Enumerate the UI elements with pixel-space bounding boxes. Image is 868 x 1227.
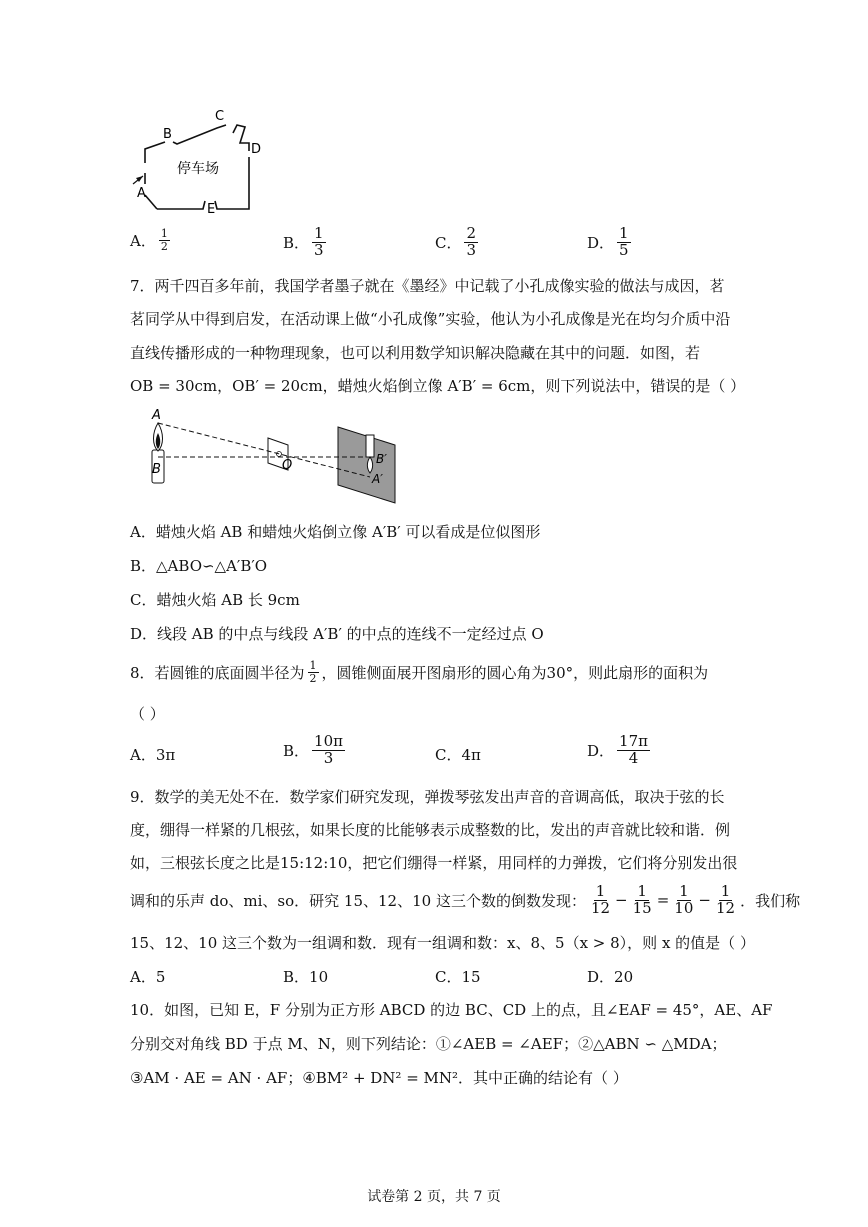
q10-line-1: 10．如图，已知 E，F 分别为正方形 ABCD 的边 BC、CD 上的点，且∠EAF = 45°，AE、AF (130, 1001, 773, 1019)
q9-option-value: 5 (155, 967, 166, 986)
q8-stem-pre: 8．若圆锥的底面圆半径为 (130, 663, 305, 682)
q9-option-value: 10 (309, 967, 329, 986)
label-B-candle: B (152, 462, 161, 477)
q10-line-2: 分别交对角线 BD 于点 M、N，则下列结论：①∠AEB = ∠AEF；②△ABN ∽ △MDA； (130, 1035, 727, 1053)
fraction-numerator: 1 (314, 224, 324, 242)
q9-line-4-pre: 调和的乐声 do、mi、so．研究 15、12、10 这三个数的倒数发现： (130, 891, 586, 910)
q9-option-label: B． (283, 968, 310, 986)
fraction-numerator: 1 (595, 882, 606, 900)
q8-stem-post: ，圆锥侧面展开图扇形的圆心角为30°，则此扇形的面积为 (321, 663, 709, 682)
q9-line-5: 15、12、10 这三个数为一组调和数．现有一组调和数：x、8、5（x > 8），则 x 的值是（ ） (130, 934, 755, 952)
equals-sign: = (656, 891, 670, 910)
parking-lot-diagram (125, 105, 275, 217)
q7-line-3: 直线传播形成的一种物理现象，也可以利用数学知识解决隐藏在其中的问题．如图，若 (130, 344, 701, 362)
q7-option-a: A．蜡烛火焰 AB 和蜡烛火焰倒立像 A′B′ 可以看成是位似图形 (130, 523, 541, 541)
parking-lot-label: 停车场 (177, 161, 219, 177)
q9-option-label: C． (435, 968, 462, 986)
fraction-denominator: 5 (619, 240, 629, 259)
fraction-numerator: 2 (466, 224, 477, 242)
label-B: B (163, 127, 172, 142)
q9-option-value: 15 (461, 967, 481, 986)
q10-line-3: ③AM · AE = AN · AF；④BM² + DN² = MN²．其中正确的结论有（ ） (130, 1069, 628, 1087)
fraction-denominator: 3 (314, 240, 324, 259)
fraction-denominator: 2 (309, 671, 317, 685)
q8-option-value: 4π (461, 745, 481, 764)
q8-option-label: D． (587, 741, 615, 760)
fraction-denominator: 4 (628, 748, 639, 767)
q9-line-4-post: ．我们称 (740, 891, 801, 910)
minus-sign: − (615, 891, 628, 910)
label-A-prime: A′ (372, 472, 383, 486)
pinhole-camera-diagram (140, 405, 405, 505)
q8-stem (130, 660, 708, 684)
fraction-numerator: 10π (314, 732, 343, 750)
fraction-denominator: 10 (674, 898, 694, 917)
q9-line-1: 9．数学的美无处不在．数学家们研究发现，弹拨琴弦发出声音的音调高低，取决于弦的长 (130, 788, 725, 806)
q9-line-2: 度，绷得一样紧的几根弦，如果长度的比能够表示成整数的比，发出的声音就比较和谐．例 (130, 821, 731, 839)
q7-line-1: 7．两千四百多年前，我国学者墨子就在《墨经》中记载了小孔成像实验的做法与成因，茗 (130, 277, 725, 295)
label-E: E (207, 202, 216, 217)
fraction-denominator: 12 (590, 898, 611, 917)
fraction-denominator: 3 (466, 240, 477, 259)
q8-option-value: 3π (155, 745, 176, 764)
q8-option-label: A． (130, 746, 156, 764)
q7-option-d: D．线段 AB 的中点与线段 A′B′ 的中点的连线不一定经过点 O (130, 625, 544, 643)
label-A-top: A (152, 408, 161, 423)
fraction-numerator: 1 (637, 882, 647, 900)
q9-option-value: 20 (614, 967, 634, 986)
fraction-denominator: 15 (632, 898, 652, 917)
fraction-denominator: 12 (715, 898, 736, 917)
label-A: A (137, 186, 146, 201)
q9-option-label: D． (587, 968, 615, 986)
label-C: C (215, 109, 225, 124)
fraction-numerator: 1 (720, 882, 731, 900)
q9-line-4 (130, 884, 800, 917)
fraction-numerator: 1 (160, 227, 168, 240)
q7-line-2: 茗同学从中得到启发，在活动课上做“小孔成像”实验，他认为小孔成像是光在均匀介质中沿 (130, 310, 731, 328)
q9-option-label: A． (130, 968, 156, 986)
fraction-denominator: 3 (323, 748, 334, 767)
fraction-numerator: 17π (619, 732, 648, 750)
q8-answer-paren: （ ） (130, 705, 165, 723)
q6-option-label: D． (587, 233, 615, 252)
page-footer: 试卷第 2 页，共 7 页 (367, 1189, 501, 1205)
label-D: D (251, 142, 262, 157)
minus-sign: − (698, 891, 711, 910)
q7-line-4: OB = 30cm，OB′ = 20cm，蜡烛火焰倒立像 A′B′ = 6cm，则下列说法中，错误的是（ ） (130, 377, 746, 395)
label-O: O (282, 458, 293, 473)
fraction-numerator: 1 (619, 224, 629, 242)
q6-option-label: A． (130, 231, 156, 250)
q7-option-b: B．△ABO∽△A′B′O (130, 557, 268, 575)
q8-option-label: B． (283, 741, 310, 760)
q7-option-c: C．蜡烛火焰 AB 长 9cm (130, 591, 300, 609)
q6-option-label: B． (283, 233, 310, 252)
fraction-numerator: 1 (679, 882, 689, 900)
fraction-denominator: 2 (160, 239, 168, 253)
label-B-prime: B′ (376, 452, 387, 466)
fraction-numerator: 1 (309, 659, 317, 672)
q6-option-label: C． (435, 233, 462, 252)
q9-line-3: 如，三根弦长度之比是15:12:10，把它们绷得一样紧，用同样的力弹拨，它们将分别发出很 (130, 854, 738, 872)
q8-option-label: C． (435, 746, 462, 764)
